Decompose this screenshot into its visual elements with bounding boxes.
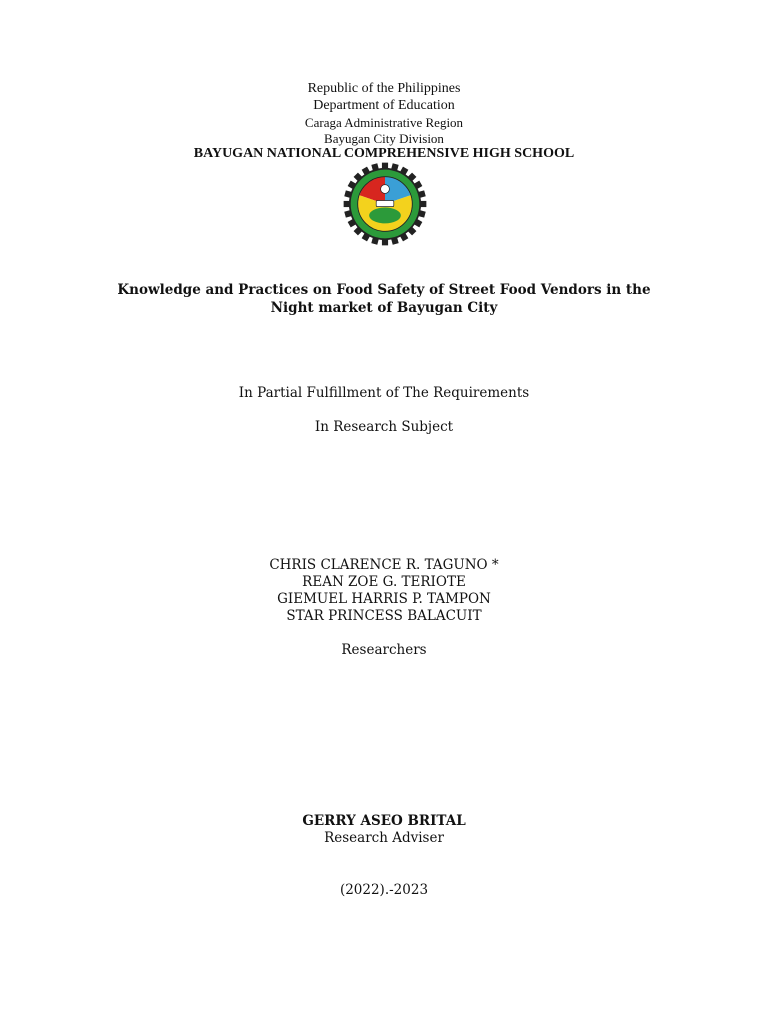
research-title-line-2: Night market of Bayugan City (270, 300, 498, 316)
researcher-name: GIEMUEL HARRIS P. TAMPON (277, 591, 491, 607)
fulfillment-line-1: In Partial Fulfillment of The Requirements (238, 385, 530, 401)
school-seal-icon (341, 160, 429, 248)
researcher-name: CHRIS CLARENCE R. TAGUNO * (269, 557, 499, 573)
school-year: (2022).-2023 (339, 882, 429, 898)
research-title-line-1: Knowledge and Practices on Food Safety of Street Food Vendors in the (117, 282, 651, 298)
region-line: Caraga Administrative Region (304, 115, 464, 130)
adviser-label: Research Adviser (324, 830, 444, 846)
fulfillment-line-2: In Research Subject (314, 419, 454, 435)
division-line: Bayugan City Division (324, 131, 444, 146)
researcher-name: REAN ZOE G. TERIOTE (302, 574, 466, 590)
country-line: Republic of the Philippines (307, 81, 461, 96)
school-name: BAYUGAN NATIONAL COMPREHENSIVE HIGH SCHOOL (193, 146, 575, 161)
researcher-name: STAR PRINCESS BALACUIT (286, 608, 482, 624)
researchers-label: Researchers (341, 642, 427, 658)
department-line: Department of Education (313, 98, 455, 113)
adviser-name: GERRY ASEO BRITAL (302, 813, 466, 829)
